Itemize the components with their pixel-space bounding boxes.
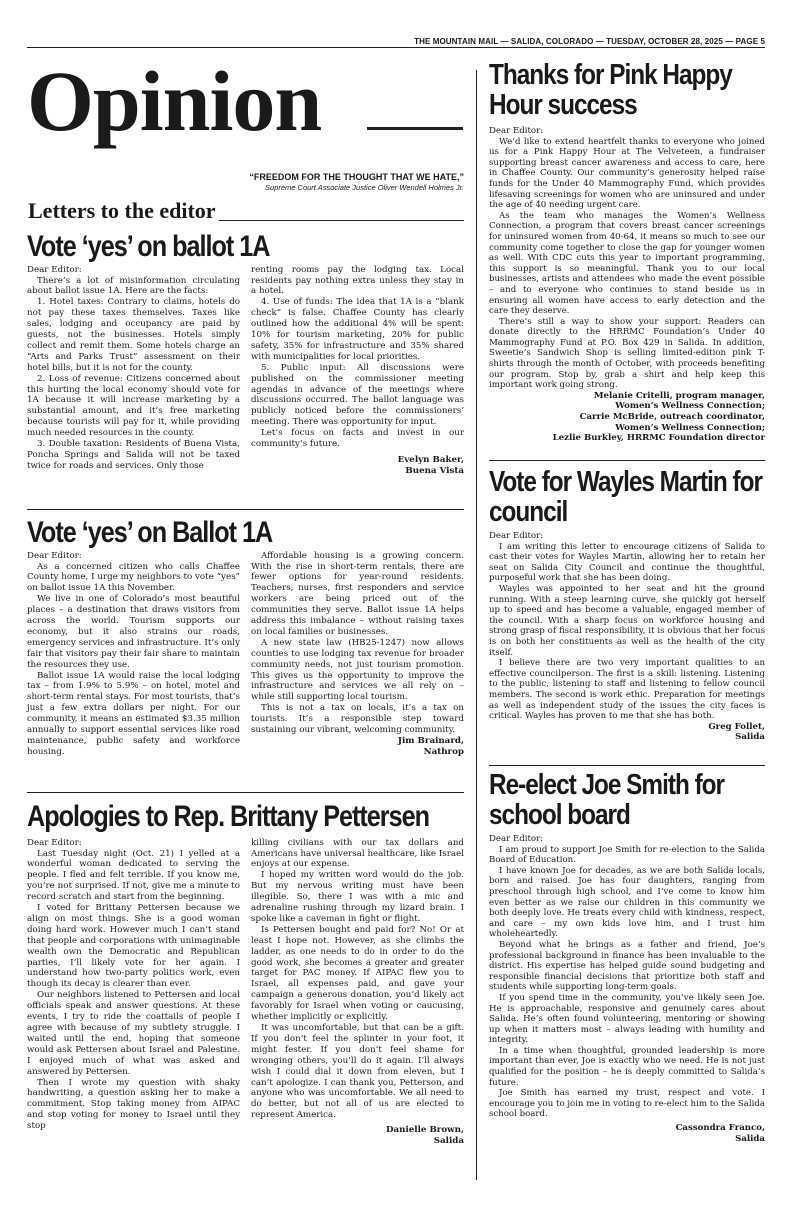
signature-line: Women’s Wellness Connection;: [615, 422, 765, 433]
signature-name: Danielle Brown,: [386, 1125, 464, 1136]
letter-column: [27, 838, 240, 1147]
letter-apologies-pettersen: [27, 800, 464, 1147]
signature-line: Melanie Critelli, program manager,: [594, 390, 765, 401]
salutation: Dear Editor:: [489, 531, 544, 541]
letter-headline: [489, 466, 762, 528]
paragraph: killing civilians with our tax dollars and Americans have universal healthcare, like Israel enjoys at our expense.: [251, 837, 464, 870]
paragraph: I believe there are two very important qualities to an effective councilperson. The first is a skill: listening. Listening to the public, listening to staff and listening to fellow council members. The second is work ethic. Preparation for meetings as well as independent study of the issues the city faces is critical. Wayles has proven to me that she has both.: [489, 658, 765, 722]
signature-town: Salida: [735, 1133, 765, 1144]
letter-headline: Vote ‘yes’ on Ballot 1A: [27, 516, 273, 549]
headline-line: Vote for Wayles Martin for: [489, 466, 762, 498]
letter-body: [489, 834, 765, 1144]
letters-heading-rule: [219, 220, 464, 221]
title-rule: [367, 127, 463, 130]
letter-column: [27, 551, 240, 758]
paragraph: I hoped my written word would do the job. But my nervous writing must have been illegible. So, there I was with a mic and adrenaline rushing through my lizard brain. I spoke like a caveman in fight or flight.: [251, 870, 464, 924]
section-title: Opinion: [27, 53, 322, 149]
paragraph: renting rooms pay the lodging tax. Local residents pay nothing extra unless they stay in a hotel.: [251, 264, 464, 297]
paragraph: 1. Hotel taxes: Contrary to claims, hotels do not pay these taxes themselves. Taxes like sales, lodging and occupancy are paid by guests, not the businesses. Hotels simply collect and remit them. Some hotels charge an “Arts and Parks Trust” assessment on their hotel bills, but it is not for the county.: [27, 297, 240, 373]
letter-body: [489, 531, 765, 743]
signature: [251, 455, 464, 477]
paragraph: We live in one of Colorado’s most beautiful places – a destination that draws visitors from across the world. Tourism supports our economy, but it also strains our roads, emergency services and infrastructure. It’s only fair that visitors pay their fair share to maintain the resources they use.: [27, 594, 240, 670]
headline-line: Thanks for Pink Happy: [489, 59, 732, 91]
letter-ballot-1a-baker: [27, 230, 464, 477]
paragraph: Wayles was appointed to her seat and hit the ground running. With a steep learning curve, she quickly got herself up to speed and has become a valuable, engaged member of the council. With a sharp focus on workforce housing and strong grasp of fiscal responsibility, it is obvious that her focus is on both her constituents as well as the health of the city itself.: [489, 583, 765, 658]
paragraph: Ballot issue 1A would raise the local lodging tax – from 1.9% to 5.9% – on hotel, motel and short-term rental stays. For most tourists, that’s just a few extra dollars per night. For our community, it means an estimated $3.35 million annually to support essential services like road maintenance, public safety and workforce housing.: [27, 670, 240, 757]
signature-town: Buena Vista: [405, 465, 464, 476]
letter-divider: [489, 765, 765, 766]
paragraph: 4. Use of funds: The idea that 1A is a “blank check” is false. Chaffee County has clearly outlined how the additional 4% will be spent: 10% for tourism marketing, 20% for public safety, 35% for infrastructure and 35% shared with municipalities for local priorities.: [251, 297, 464, 362]
letter-body: [489, 126, 765, 444]
signature-name: Greg Follet,: [708, 721, 765, 732]
headline-line: school board: [489, 799, 630, 831]
signature: [251, 1125, 464, 1147]
headline-line: Hour success: [489, 89, 637, 121]
paragraph: Affordable housing is a growing concern. With the rise in short-term rentals, there are fewer options for year-round residents. Teachers, nurses, first responders and service workers are being priced out of the communities they serve. Ballot issue 1A helps address this imbalance – without raising taxes on local families or businesses.: [251, 550, 464, 637]
paragraph: 2. Loss of revenue: Citizens concerned about this hurting the local economy should vote for 1A because it will increase marketing by a substantial amount, and it’s free marketing because tourists will pay for it, while providing much needed resources in the county.: [27, 373, 240, 439]
letter-column: [251, 551, 464, 758]
letter-ballot-1a-brainard: [27, 516, 464, 758]
paragraph: Then I wrote my question with shaky handwriting, a question asking her to make a commitment. Stop taking money from AIPAC and stop voting for money to Israel until they stop: [27, 1077, 240, 1132]
paragraph: As a concerned citizen who calls Chaffee County home, I urge my neighbors to vote “yes” on ballot issue 1A this November.: [27, 561, 240, 594]
paragraph: A new state law (HB25-1247) now allows counties to use lodging tax revenue for broader community needs, not just tourism promotion. This gives us the opportunity to improve the infrastructure and services we all rely on – while still supporting local tourism.: [251, 637, 464, 703]
paragraph: There’s a lot of misinformation circulating about ballot issue 1A. Here are the facts:: [27, 275, 240, 297]
letter-wayles-martin: [489, 467, 765, 743]
paragraph: I am proud to support Joe Smith for re-election to the Salida Board of Education.: [489, 844, 765, 866]
signature-name: Evelyn Baker,: [397, 455, 464, 465]
letter-column: [251, 838, 464, 1147]
paragraph: Joe Smith has earned my trust, respect and vote. I encourage you to join me in voting to re-elect him to the Salida school board.: [489, 1088, 766, 1120]
paragraph: I am writing this letter to encourage citizens of Salida to cast their votes for Wayles Martin, allowing her to retain her seat on Salida City Council and continue the thoughtful, purposeful work that she has been doing.: [489, 541, 765, 584]
salutation: Dear Editor:: [27, 550, 82, 561]
letter-column: [27, 265, 240, 477]
signature-line: Lezlie Burkley, HRRMC Foundation director: [552, 433, 765, 444]
paragraph: Our neighbors listened to Pettersen and local officials speak and answer questions. At these events, I try to ride the coattails of people I agree with because of my subtlety struggle. I waited until the end, hoping that someone would ask Pettersen about Israel and Palestine. I enjoyed much of what was asked and answered by Pettersen.: [27, 990, 240, 1077]
letter-pink-happy-hour: [489, 60, 765, 444]
letter-headline: Apologies to Rep. Brittany Pettersen: [27, 800, 429, 833]
paragraph: Is Pettersen bought and paid for? No! Or at least I hope not. However, as she climbs the ladder, as one needs to do in order to do the good work, she becomes a greater and greater target for PAC money. If AIPAC flew you to Israel, all expenses paid, and gave your campaign a generous donation, you’d likely act favorably for Israel when voting or caucusing, whether implicitly or explicitly.: [251, 924, 464, 1023]
letter-divider: [27, 509, 464, 510]
signature-town: Salida: [433, 1136, 464, 1147]
paragraph: Let’s focus on facts and invest in our community’s future.: [251, 428, 464, 450]
signature: [489, 391, 765, 444]
paragraph: Beyond what he brings as a father and friend, Joe’s professional background in finance has been invaluable to the district. His expertise has helped guide sound budgeting and responsible financial decisions that prioritize both staff and students while supporting long-term goals.: [489, 939, 765, 993]
signature-name: Jim Brainard,: [397, 736, 464, 746]
paragraph: If you spend time in the community, you’ve likely seen Joe. He is approachable, responsive and genuinely cares about Salida. He’s often found volunteering, mentoring or showing up when it matters most – always leading with humility and integrity.: [489, 992, 765, 1046]
page-folio: THE MOUNTAIN MAIL — SALIDA, COLORADO — TUESDAY, OCTOBER 28, 2025 — PAGE 5: [414, 37, 765, 46]
signature: [489, 722, 765, 743]
paragraph: We’d like to extend heartfelt thanks to everyone who joined us for a Pink Happy Hour at The Velveteen, a fundraiser supporting breast cancer awareness and access to care, here in Chaffee County. Our community’s generosity helped raise funds for the Under 40 Mammography Fund, which provides lifesaving screenings for women who are uninsured and under the age of 40 needing urgent care.: [489, 136, 765, 211]
top-rule: [27, 47, 765, 48]
paragraph: There’s still a way to show your support: Readers can donate directly to the HRRMC Foundation’s Under 40 Mammography Fund at P.O. Box 429 in Salida. In addition, Sweetie’s Sandwich Shop is selling limited-edition pink T-shirts through the month of October, with proceeds benefiting our program. Stop by, grab a shirt and help keep this important work going strong.: [489, 316, 765, 391]
letter-headline: Vote ‘yes’ on ballot 1A: [27, 230, 270, 263]
paragraph: As the team who manages the Women’s Wellness Connection, a program that covers breast cancer screenings for uninsured women from 40-64, it means so much to see our community come together to close the gap for younger women as well. With CDC cuts this year to important programming, this support is so meaningful. Thank you to our local businesses, artists and attendees who made the event possible – and to everyone who continues to stand beside us in ensuring all women have access to early detection and the care they deserve.: [489, 210, 765, 317]
signature-line: Women’s Wellness Connection;: [615, 401, 765, 412]
salutation: Dear Editor:: [27, 264, 82, 275]
letter-headline: [489, 59, 732, 121]
letter-headline: [489, 769, 725, 831]
letter-column: [251, 265, 464, 477]
paragraph: 5. Public input: All discussions were published on the commissioner meeting agendas in advance of the meetings where discussions occurred. The ballot language was publicly noticed before the commissioners’ meeting. There was opportunity for input.: [251, 362, 464, 428]
paragraph: It was uncomfortable, but that can be a gift. If you don’t feel the splinter in your foot, it might fester. If you don’t feel shame for wronging others, you’ll do it again. I’ll always wish I could dial it down from eleven, but I can’t apologize. I can thank you, Petterson, and anyone who was uncomfortable. We all need to do better, but not all of us are elected to represent America.: [251, 1023, 464, 1121]
paragraph: Last Tuesday night (Oct. 21) I yelled at a wonderful woman dedicated to serving the people. I fled and felt terrible. If you know me, you’re not surprised. If not, give me a minute to record scratch and start from the beginning.: [27, 848, 240, 903]
headline-line: Re-elect Joe Smith for: [489, 769, 725, 801]
letter-divider: [27, 792, 464, 793]
paragraph: 3. Double taxation: Residents of Buena Vista, Poncha Springs and Salida will not be taxed twice for roads and services. Only those: [27, 439, 240, 471]
column-separator: [476, 70, 477, 1180]
salutation: Dear Editor:: [489, 126, 544, 136]
headline-line: council: [489, 496, 568, 528]
motto-attribution: Supreme Court Associate Justice Oliver Wendell Holmes Jr.: [265, 183, 464, 192]
letters-heading: Letters to the editor: [28, 198, 216, 223]
motto: “FREEDOM FOR THE THOUGHT THAT WE HATE,”: [249, 172, 464, 182]
paragraph: I voted for Brittany Pettersen because we align on most things. She is a good woman doing hard work. However much I can’t stand that people and corporations with unimaginable wealth own the Democratic and Republican parties, I’ll likely vote for her again. I understand how two-party politics work, even though its decay is clearer than ever.: [27, 903, 240, 990]
paragraph: I have known Joe for decades, as we are both Salida locals, born and raised. Joe has four daughters, ranging from preschool through high school, and I’ve come to know him even better as we raise our children in this community we both deeply love. He treats every child with kindness, respect, and care – my own kids love him, and I trust him wholeheartedly.: [489, 865, 765, 940]
signature: [251, 736, 464, 758]
salutation: Dear Editor:: [27, 837, 82, 848]
signature-name: Cassondra Franco,: [675, 1123, 765, 1134]
signature-town: Salida: [735, 732, 765, 743]
signature-town: Nathrop: [423, 746, 464, 757]
letter-divider: [489, 460, 765, 461]
signature-line: Carrie McBride, outreach coordinator,: [579, 412, 765, 423]
letter-joe-smith: [489, 770, 765, 1144]
signature: [489, 1123, 765, 1144]
paragraph: This is not a tax on locals, it’s a tax on tourists. It’s a responsible step toward sustaining our vibrant, welcoming community.: [251, 703, 464, 736]
salutation: Dear Editor:: [489, 834, 544, 844]
paragraph: In a time when thoughtful, grounded leadership is more important than ever, Joe is exactly who we need. He is not just qualified for the position – he is deeply committed to Salida’s future.: [489, 1045, 765, 1088]
